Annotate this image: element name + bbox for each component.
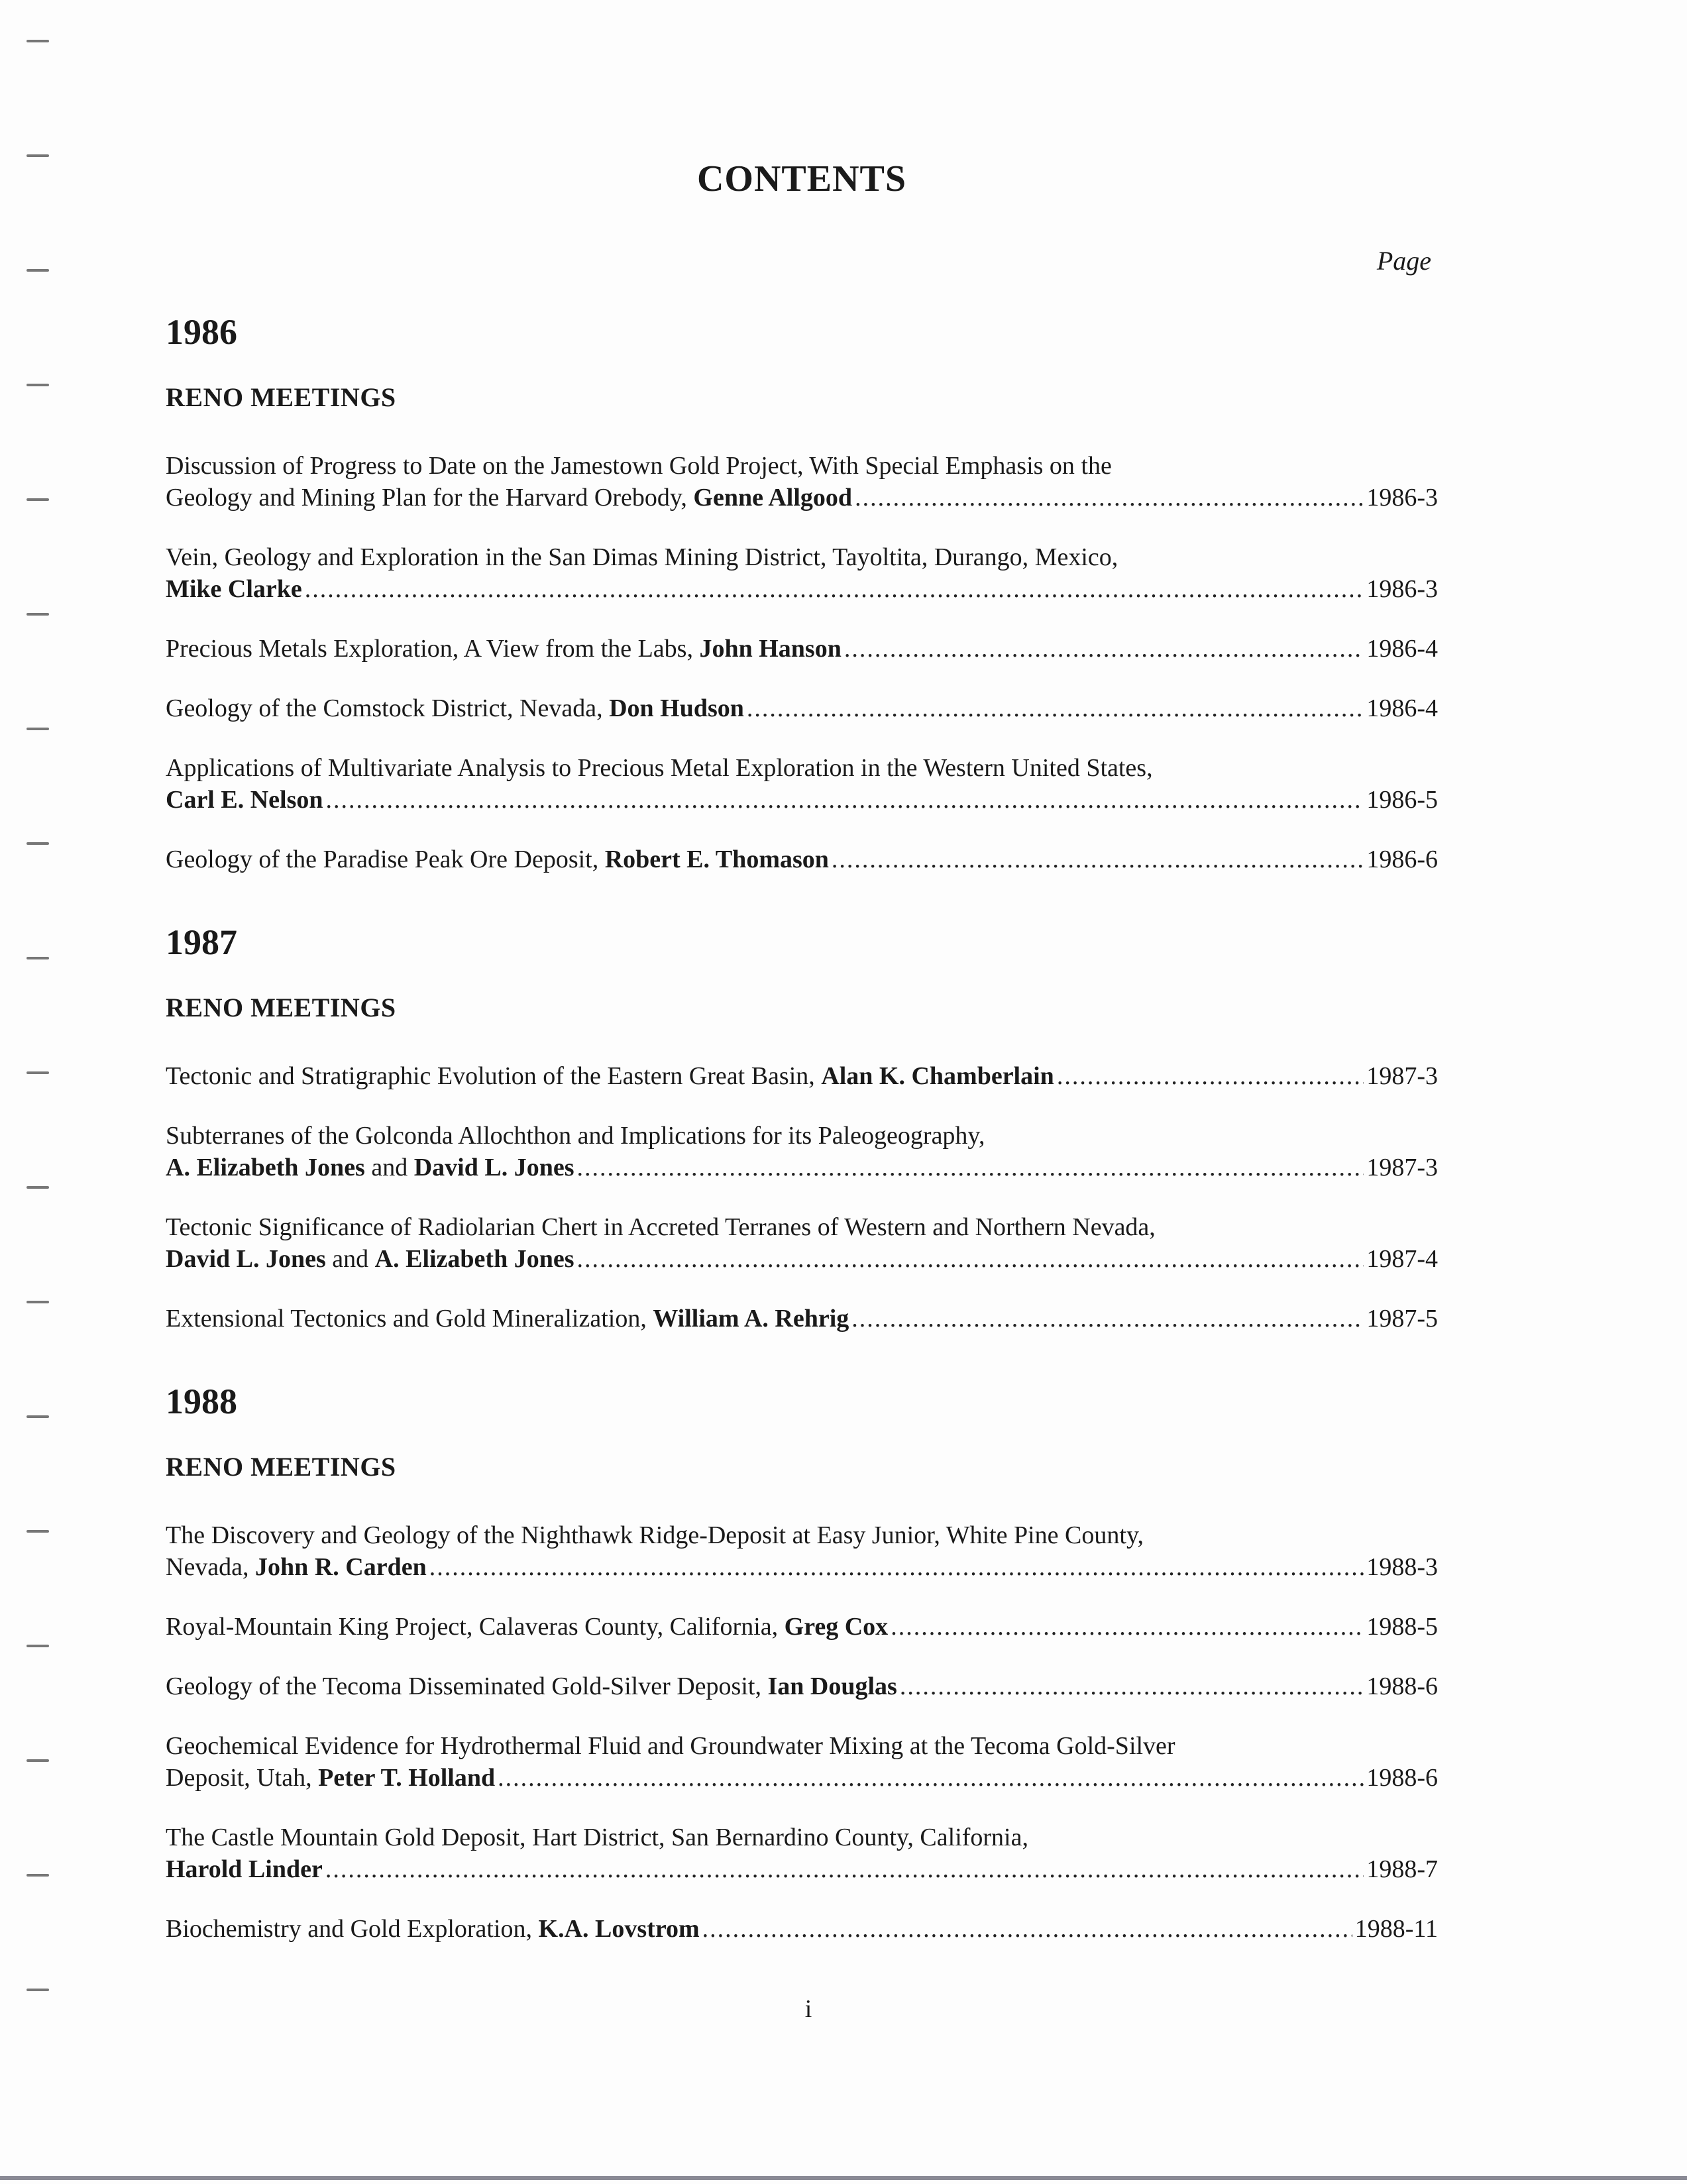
section-1986	[166, 311, 1438, 875]
entry-final-line	[166, 1152, 1438, 1183]
entry-page-number: 1986-6	[1366, 846, 1438, 873]
entry-final-line	[166, 1611, 1438, 1643]
entry-coauthor: A. Elizabeth Jones	[374, 1245, 574, 1273]
dot-leader	[851, 1303, 1364, 1335]
dot-leader	[844, 633, 1364, 665]
entry-title-text	[166, 1243, 574, 1275]
entry-title-tail: Geology of the Comstock District, Nevada,	[166, 694, 610, 722]
entry-page-number: 1988-6	[1366, 1672, 1438, 1700]
entry-final-line	[166, 1762, 1438, 1794]
entry-coauthor: David L. Jones	[413, 1154, 574, 1181]
entry-final-line	[166, 1913, 1438, 1945]
entry-page-number: 1986-5	[1366, 786, 1438, 814]
entry-title-text	[166, 1913, 700, 1945]
toc-entry	[166, 1822, 1438, 1885]
meeting-heading: RENO MEETINGS	[166, 1452, 396, 1482]
contents-list	[166, 311, 1438, 1991]
entry-final-line	[166, 1670, 1438, 1702]
binding-hole-mark	[27, 1415, 49, 1418]
entry-title-line: The Castle Mountain Gold Deposit, Hart District, San Bernardino County, California,	[166, 1824, 1028, 1851]
toc-entry	[166, 1303, 1438, 1335]
entry-title-text	[166, 1060, 1054, 1092]
entry-final-line	[166, 844, 1438, 875]
entry-title-tail: Precious Metals Exploration, A View from the Labs,	[166, 635, 700, 663]
entry-final-line	[166, 784, 1438, 816]
toc-entry	[166, 752, 1438, 816]
dot-leader	[325, 1853, 1364, 1885]
footer-page-number: i	[804, 1995, 812, 2023]
entry-page-number: 1986-4	[1366, 694, 1438, 722]
toc-entry	[166, 1730, 1438, 1794]
toc-entry	[166, 1060, 1438, 1092]
entry-page-number: 1986-3	[1366, 484, 1438, 512]
entry-title-tail: Extensional Tectonics and Gold Mineralization,	[166, 1305, 653, 1333]
entry-author: David L. Jones	[166, 1245, 326, 1273]
dot-leader	[577, 1243, 1364, 1275]
entry-title-tail: Deposit, Utah,	[166, 1764, 319, 1792]
dot-leader	[305, 573, 1364, 605]
toc-entry	[166, 844, 1438, 875]
entry-final-line	[166, 1243, 1438, 1275]
section-year-heading: 1986	[166, 312, 237, 352]
section-year-heading: 1988	[166, 1382, 237, 1421]
entry-author: Genne Allgood	[693, 484, 853, 512]
entry-title-text	[166, 1670, 897, 1702]
dot-leader	[1057, 1060, 1364, 1092]
entry-final-line	[166, 692, 1438, 724]
entry-title-tail: Geology and Mining Plan for the Harvard Orebody,	[166, 484, 694, 512]
dot-leader	[577, 1152, 1364, 1183]
entry-title-tail: Nevada,	[166, 1553, 256, 1581]
toc-entry	[166, 450, 1438, 514]
toc-entry	[166, 692, 1438, 724]
dot-leader	[900, 1670, 1364, 1702]
entry-page-number: 1988-11	[1354, 1915, 1438, 1943]
entry-page-number: 1986-4	[1366, 635, 1438, 663]
entry-title-text	[166, 1853, 323, 1885]
toc-entry	[166, 633, 1438, 665]
entry-title-text	[166, 482, 852, 514]
entry-author: Don Hudson	[609, 694, 744, 722]
toc-entry	[166, 1120, 1438, 1183]
entry-author: Greg Cox	[784, 1613, 889, 1641]
entry-title-tail: Royal-Mountain King Project, Calaveras County, California,	[166, 1613, 785, 1641]
entry-title-text	[166, 1611, 888, 1643]
entry-title-line: Applications of Multivariate Analysis to Precious Metal Exploration in the Western United States,	[166, 754, 1153, 782]
dot-leader	[326, 784, 1364, 816]
section-year-heading: 1987	[166, 922, 237, 962]
entry-title-text	[166, 573, 302, 605]
entry-author: Mike Clarke	[166, 575, 302, 603]
entry-title-line: The Discovery and Geology of the Nighthawk Ridge-Deposit at Easy Junior, White Pine County,	[166, 1521, 1144, 1549]
entry-author: John R. Carden	[255, 1553, 427, 1581]
entry-author: Robert E. Thomason	[604, 846, 829, 873]
binding-hole-mark	[27, 269, 49, 272]
entry-author: William A. Rehrig	[653, 1305, 849, 1333]
section-1988	[166, 1381, 1438, 1945]
dot-leader	[702, 1913, 1352, 1945]
entry-final-line	[166, 1060, 1438, 1092]
entry-page-number: 1987-5	[1366, 1305, 1438, 1333]
toc-entry	[166, 541, 1438, 605]
dot-leader	[891, 1611, 1364, 1643]
toc-entry	[166, 1670, 1438, 1702]
binding-hole-mark	[27, 1301, 49, 1303]
entry-title-tail: Geology of the Paradise Peak Ore Deposit,	[166, 846, 605, 873]
entry-title-line: Geochemical Evidence for Hydrothermal Fluid and Groundwater Mixing at the Tecoma Gold-Silver	[166, 1732, 1175, 1760]
dot-leader	[429, 1551, 1364, 1583]
entry-final-line	[166, 1303, 1438, 1335]
dot-leader	[498, 1762, 1364, 1794]
entry-title-tail: Geology of the Tecoma Disseminated Gold-Silver Deposit,	[166, 1672, 768, 1700]
binding-hole-mark	[27, 1874, 49, 1877]
entry-author: Carl E. Nelson	[166, 786, 323, 814]
entry-title-line: Subterranes of the Golconda Allochthon and Implications for its Paleogeography,	[166, 1122, 985, 1150]
entry-page-number: 1988-7	[1366, 1855, 1438, 1883]
dot-leader	[747, 692, 1364, 724]
entry-title-text	[166, 844, 829, 875]
entry-title-text	[166, 1152, 574, 1183]
entry-page-number: 1987-3	[1366, 1154, 1438, 1181]
entry-title-text	[166, 1551, 427, 1583]
entry-page-number: 1988-5	[1366, 1613, 1438, 1641]
toc-entry	[166, 1913, 1438, 1945]
entry-title-line: Tectonic Significance of Radiolarian Chert in Accreted Terranes of Western and Northern Nevada,	[166, 1213, 1156, 1241]
entry-title-text	[166, 633, 842, 665]
entry-author: Peter T. Holland	[318, 1764, 496, 1792]
entry-author: A. Elizabeth Jones	[166, 1154, 365, 1181]
page-column-label: Page	[1376, 246, 1431, 276]
entry-final-line	[166, 573, 1438, 605]
binding-hole-mark	[27, 498, 49, 501]
entry-author: Ian Douglas	[767, 1672, 897, 1700]
entry-author: Harold Linder	[166, 1855, 323, 1883]
entry-final-line	[166, 1551, 1438, 1583]
entry-title-text	[166, 784, 323, 816]
bottom-edge-rule	[0, 2176, 1687, 2180]
entry-title-text	[166, 1303, 849, 1335]
binding-hole-mark	[27, 1071, 49, 1074]
binding-hole-mark	[27, 957, 49, 959]
binding-hole-mark	[27, 40, 49, 42]
author-joiner: and	[364, 1154, 414, 1181]
binding-hole-mark	[27, 613, 49, 616]
entry-final-line	[166, 1853, 1438, 1885]
binding-hole-mark	[27, 728, 49, 730]
dot-leader	[855, 482, 1364, 514]
entry-title-line: Vein, Geology and Exploration in the San Dimas Mining District, Tayoltita, Durango, Mexico,	[166, 543, 1118, 571]
binding-hole-mark	[27, 1759, 49, 1762]
entry-author: Alan K. Chamberlain	[821, 1062, 1054, 1090]
dot-leader	[832, 844, 1364, 875]
entry-title-tail: Biochemistry and Gold Exploration,	[166, 1915, 539, 1943]
binding-hole-mark	[27, 384, 49, 386]
page-title: CONTENTS	[696, 158, 907, 199]
author-joiner: and	[325, 1245, 375, 1273]
entry-page-number: 1988-6	[1366, 1764, 1438, 1792]
entry-title-text	[166, 692, 744, 724]
section-1987	[166, 922, 1438, 1335]
entry-page-number: 1987-4	[1366, 1245, 1438, 1273]
meeting-heading: RENO MEETINGS	[166, 993, 396, 1022]
binding-hole-mark	[27, 1645, 49, 1647]
binding-margin-marks	[0, 0, 60, 2184]
toc-entry	[166, 1611, 1438, 1643]
entry-title-line: Discussion of Progress to Date on the Jamestown Gold Project, With Special Emphasis on the	[166, 452, 1112, 480]
entry-final-line	[166, 633, 1438, 665]
toc-entry	[166, 1519, 1438, 1583]
entry-final-line	[166, 482, 1438, 514]
binding-hole-mark	[27, 1530, 49, 1533]
entry-page-number: 1987-3	[1366, 1062, 1438, 1090]
binding-hole-mark	[27, 1989, 49, 1991]
entry-author: John Hanson	[699, 635, 842, 663]
toc-entry	[166, 1211, 1438, 1275]
binding-hole-mark	[27, 842, 49, 845]
entry-author: K.A. Lovstrom	[538, 1915, 700, 1943]
entry-page-number: 1988-3	[1366, 1553, 1438, 1581]
entry-title-text	[166, 1762, 495, 1794]
binding-hole-mark	[27, 154, 49, 157]
meeting-heading: RENO MEETINGS	[166, 382, 396, 412]
entry-page-number: 1986-3	[1366, 575, 1438, 603]
binding-hole-mark	[27, 1186, 49, 1189]
entry-title-tail: Tectonic and Stratigraphic Evolution of the Eastern Great Basin,	[166, 1062, 822, 1090]
